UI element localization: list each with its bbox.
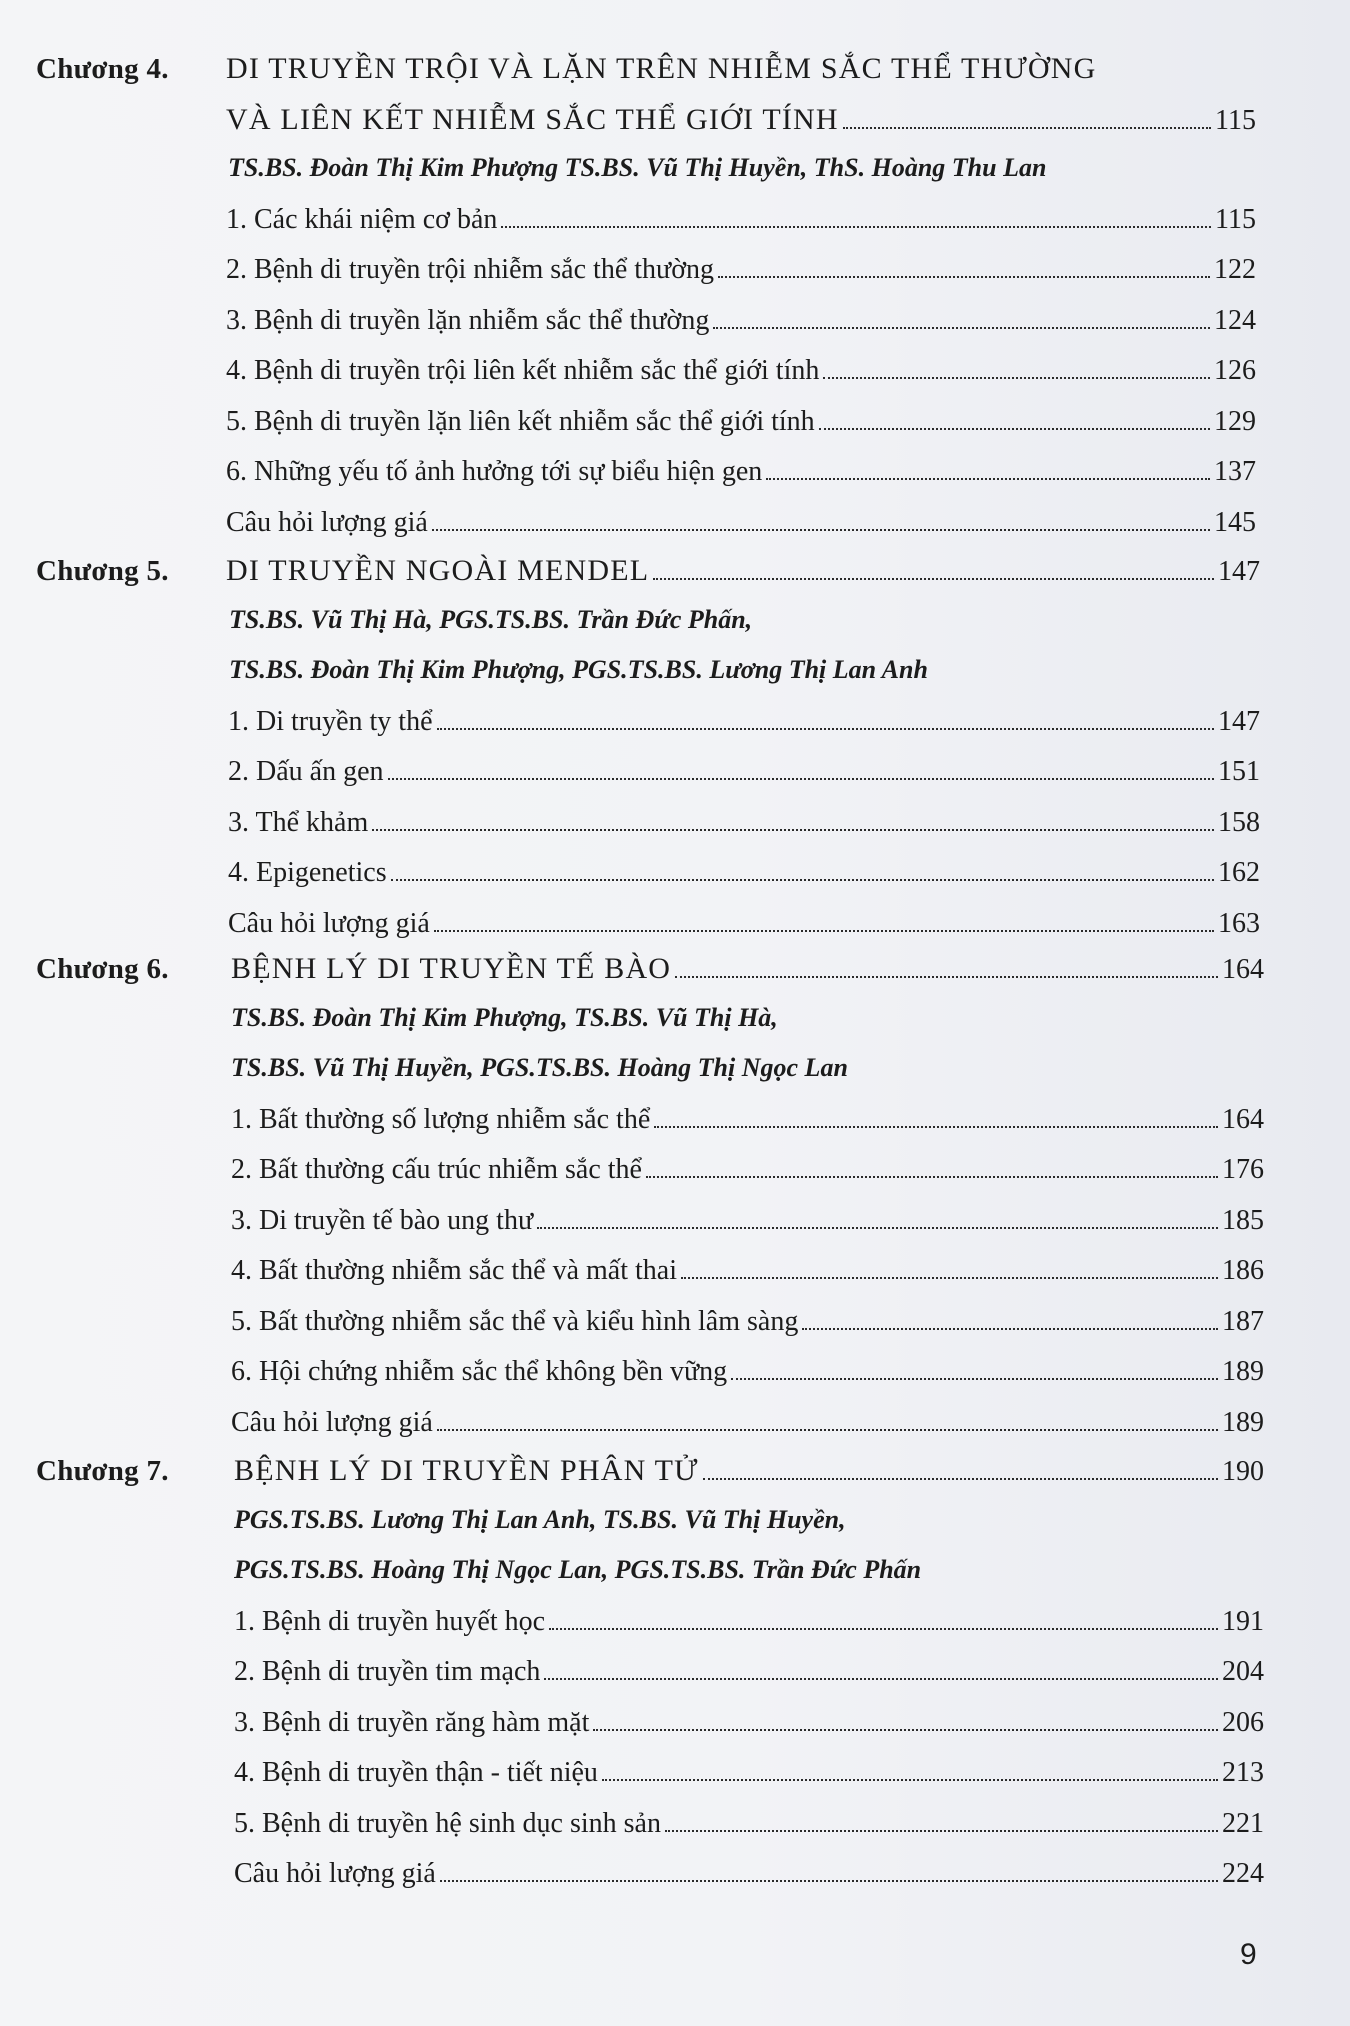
section-page-number: 158 (1218, 806, 1260, 838)
chapter-authors: TS.BS. Đoàn Thị Kim Phượng, TS.BS. Vũ Thị Hà, (231, 1002, 778, 1032)
toc-entry (226, 254, 1256, 286)
section-title: 5. Bệnh di truyền hệ sinh dục sinh sản (234, 1807, 661, 1839)
toc-entry-line (0, 902, 1350, 942)
chapter-title: DI TRUYỀN NGOÀI MENDEL (226, 554, 650, 587)
chapter-title-entry (231, 952, 1264, 986)
dot-leader (437, 728, 1214, 730)
toc-entry-line (0, 1852, 1350, 1892)
section-title: 2. Bệnh di truyền trội nhiễm sắc thể thường (226, 254, 715, 285)
section-page-number: 162 (1218, 857, 1260, 888)
toc-entry (226, 507, 1256, 539)
toc-entry-line (0, 1300, 1350, 1340)
dot-leader (434, 930, 1214, 932)
section-page-number: 115 (1215, 203, 1256, 235)
chapter-title: VÀ LIÊN KẾT NHIỄM SẮC THỂ GIỚI TÍNH (226, 102, 839, 136)
section-title: 1. Các khái niệm cơ bản (226, 203, 498, 235)
chapter-page-number: 115 (1215, 104, 1256, 136)
toc-entry (234, 1606, 1264, 1638)
toc-entry-line (0, 198, 1350, 238)
section-page-number: 137 (1214, 456, 1256, 487)
chapter-authors: TS.BS. Vũ Thị Hà, PGS.TS.BS. Trần Đức Phấn, (229, 604, 753, 634)
dot-leader (501, 226, 1211, 228)
section-title: 4. Bất thường nhiễm sắc thể và mất thai (231, 1255, 677, 1286)
section-title: 3. Bệnh di truyền lặn nhiễm sắc thể thường (226, 304, 710, 336)
toc-entry-line (0, 1401, 1350, 1441)
chapter-label: Chương 4. (36, 53, 169, 85)
toc-entry (228, 908, 1260, 940)
toc-entry-line (0, 1701, 1350, 1741)
section-page-number: 145 (1214, 506, 1256, 538)
dot-leader (819, 428, 1210, 430)
authors-line (0, 1045, 1350, 1085)
section-title: Câu hỏi lượng giá (226, 506, 428, 538)
section-page-number: 191 (1222, 1605, 1264, 1637)
page-number: 9 (1240, 1938, 1257, 1971)
section-page-number: 224 (1222, 1858, 1264, 1889)
authors-line (0, 647, 1350, 687)
toc-entry-line (0, 349, 1350, 389)
dot-leader (766, 478, 1210, 480)
dot-leader (718, 276, 1210, 278)
chapter-title-line (0, 99, 1350, 139)
section-title: 3. Di truyền tế bào ung thư (231, 1204, 534, 1236)
toc-entry-line (0, 1199, 1350, 1239)
dot-leader (391, 879, 1214, 881)
chapter-title-line (0, 48, 1350, 88)
section-page-number: 221 (1222, 1807, 1264, 1839)
dot-leader (802, 1328, 1218, 1330)
section-title: Câu hỏi lượng giá (231, 1406, 433, 1438)
dot-leader (646, 1176, 1218, 1178)
toc-entry (234, 1858, 1264, 1890)
dot-leader (713, 327, 1210, 329)
section-title: 6. Hội chứng nhiễm sắc thể không bền vững (231, 1356, 728, 1387)
toc-entry (231, 1205, 1264, 1237)
section-page-number: 176 (1222, 1154, 1264, 1185)
dot-leader (703, 1478, 1218, 1480)
dot-leader (681, 1277, 1218, 1279)
chapter-label: Chương 6. (36, 953, 169, 985)
toc-entry (234, 1808, 1264, 1840)
toc-entry (234, 1707, 1264, 1739)
authors-line (0, 995, 1350, 1035)
section-title: Câu hỏi lượng giá (234, 1858, 436, 1889)
dot-leader (823, 377, 1210, 379)
toc-entry-line (0, 248, 1350, 288)
toc-entry (228, 706, 1260, 738)
chapter-label: Chương 7. (36, 1455, 169, 1487)
section-page-number: 147 (1218, 705, 1260, 737)
toc-entry-line (0, 1751, 1350, 1791)
toc-entry (226, 204, 1256, 236)
section-page-number: 124 (1214, 304, 1256, 336)
authors-line (0, 597, 1350, 637)
toc-entry (226, 406, 1256, 438)
chapter-title-entry (226, 103, 1256, 137)
section-page-number: 206 (1222, 1706, 1264, 1738)
chapter-title: BỆNH LÝ DI TRUYỀN TẾ BÀO (231, 952, 672, 985)
dot-leader (544, 1678, 1218, 1680)
chapter-title-entry (226, 554, 1260, 588)
toc-entry-line (0, 801, 1350, 841)
section-page-number: 204 (1222, 1656, 1264, 1687)
chapter-authors: PGS.TS.BS. Lương Thị Lan Anh, TS.BS. Vũ Thị Huyền, (234, 1504, 846, 1534)
toc-entry-line (0, 1802, 1350, 1842)
toc-entry-line (0, 1600, 1350, 1640)
section-title: 2. Dấu ấn gen (228, 756, 384, 787)
dot-leader (675, 976, 1218, 978)
section-page-number: 185 (1222, 1204, 1264, 1236)
section-page-number: 164 (1222, 1103, 1264, 1135)
dot-leader (593, 1729, 1218, 1731)
toc-entry (231, 1356, 1264, 1388)
toc-entry-line (0, 299, 1350, 339)
dot-leader (602, 1779, 1218, 1781)
toc-entry-line (0, 501, 1350, 541)
toc-entry-line (0, 851, 1350, 891)
toc-entry (228, 857, 1260, 889)
toc-entry (231, 1306, 1264, 1338)
toc-entry (234, 1757, 1264, 1789)
section-page-number: 126 (1214, 355, 1256, 386)
chapter-authors: PGS.TS.BS. Hoàng Thị Ngọc Lan, PGS.TS.BS. Trần Đức Phấn (234, 1555, 922, 1584)
toc-entry (226, 305, 1256, 337)
dot-leader (665, 1830, 1218, 1832)
chapter-page-number: 147 (1218, 556, 1260, 587)
dot-leader (372, 829, 1214, 831)
dot-leader (432, 529, 1210, 531)
chapter-page-number: 190 (1222, 1456, 1264, 1487)
toc-entry-line (0, 450, 1350, 490)
section-title: 2. Bất thường cấu trúc nhiễm sắc thể (231, 1154, 642, 1185)
toc-entry-line (0, 1350, 1350, 1390)
toc-entry (226, 456, 1256, 488)
toc-entry (231, 1255, 1264, 1287)
section-title: 3. Bệnh di truyền răng hàm mặt (234, 1706, 590, 1738)
section-page-number: 151 (1218, 756, 1260, 787)
chapter-label: Chương 5. (36, 555, 169, 587)
toc-entry (234, 1656, 1264, 1688)
section-title: 6. Những yếu tố ảnh hưởng tới sự biểu hiện gen (226, 456, 763, 487)
chapter-title-line (0, 1450, 1350, 1490)
toc-entry-line (0, 700, 1350, 740)
chapter-title: DI TRUYỀN TRỘI VÀ LẶN TRÊN NHIỄM SẮC THỂ THƯỜNG (226, 52, 1097, 85)
authors-line (0, 1547, 1350, 1587)
toc-entry (226, 355, 1256, 387)
toc-entry (228, 756, 1260, 788)
section-page-number: 129 (1214, 405, 1256, 437)
section-title: 4. Bệnh di truyền trội liên kết nhiễm sắc thể giới tính (226, 355, 820, 386)
section-title: 5. Bệnh di truyền lặn liên kết nhiễm sắc thể giới tính (226, 405, 815, 437)
section-page-number: 189 (1222, 1356, 1264, 1387)
section-title: Câu hỏi lượng giá (228, 907, 430, 939)
chapter-title-line (0, 550, 1350, 590)
section-title: 2. Bệnh di truyền tim mạch (234, 1656, 541, 1687)
toc-entry-line (0, 1249, 1350, 1289)
dot-leader (653, 578, 1214, 580)
dot-leader (731, 1378, 1218, 1380)
toc-entry-line (0, 1148, 1350, 1188)
section-page-number: 189 (1222, 1406, 1264, 1438)
section-title: 1. Bệnh di truyền huyết học (234, 1605, 546, 1637)
section-page-number: 187 (1222, 1305, 1264, 1337)
dot-leader (437, 1429, 1218, 1431)
authors-line (0, 145, 1350, 185)
toc-entry-line (0, 400, 1350, 440)
dot-leader (440, 1880, 1218, 1882)
section-title: 1. Bất thường số lượng nhiễm sắc thể (231, 1103, 651, 1135)
chapter-authors: TS.BS. Vũ Thị Huyền, PGS.TS.BS. Hoàng Thị Ngọc Lan (231, 1053, 848, 1082)
toc-entry-line (0, 1098, 1350, 1138)
section-page-number: 213 (1222, 1757, 1264, 1788)
chapter-authors: TS.BS. Đoàn Thị Kim Phượng TS.BS. Vũ Thị Huyền, ThS. Hoàng Thu Lan (228, 153, 1047, 182)
dot-leader (549, 1628, 1218, 1630)
chapter-authors: TS.BS. Đoàn Thị Kim Phượng, PGS.TS.BS. Lương Thị Lan Anh (229, 655, 928, 684)
toc-entry (231, 1154, 1264, 1186)
dot-leader (843, 127, 1211, 129)
section-title: 1. Di truyền ty thể (228, 705, 433, 737)
chapter-title-line (0, 948, 1350, 988)
dot-leader (537, 1227, 1218, 1229)
section-title: 5. Bất thường nhiễm sắc thể và kiểu hình lâm sàng (231, 1305, 799, 1337)
section-title: 4. Bệnh di truyền thận - tiết niệu (234, 1757, 598, 1788)
section-title: 4. Epigenetics (228, 857, 387, 888)
chapter-page-number: 164 (1222, 954, 1264, 985)
section-page-number: 163 (1218, 907, 1260, 939)
toc-entry-line (0, 1650, 1350, 1690)
chapter-title: BỆNH LÝ DI TRUYỀN PHÂN TỬ (234, 1454, 699, 1487)
section-title: 3. Thể khảm (228, 806, 369, 838)
section-page-number: 186 (1222, 1255, 1264, 1286)
authors-line (0, 1497, 1350, 1537)
section-page-number: 122 (1214, 254, 1256, 285)
toc-entry (231, 1104, 1264, 1136)
chapter-title-entry (234, 1454, 1264, 1488)
dot-leader (654, 1126, 1218, 1128)
toc-entry (228, 807, 1260, 839)
toc-entry-line (0, 750, 1350, 790)
dot-leader (388, 778, 1214, 780)
toc-entry (231, 1407, 1264, 1439)
